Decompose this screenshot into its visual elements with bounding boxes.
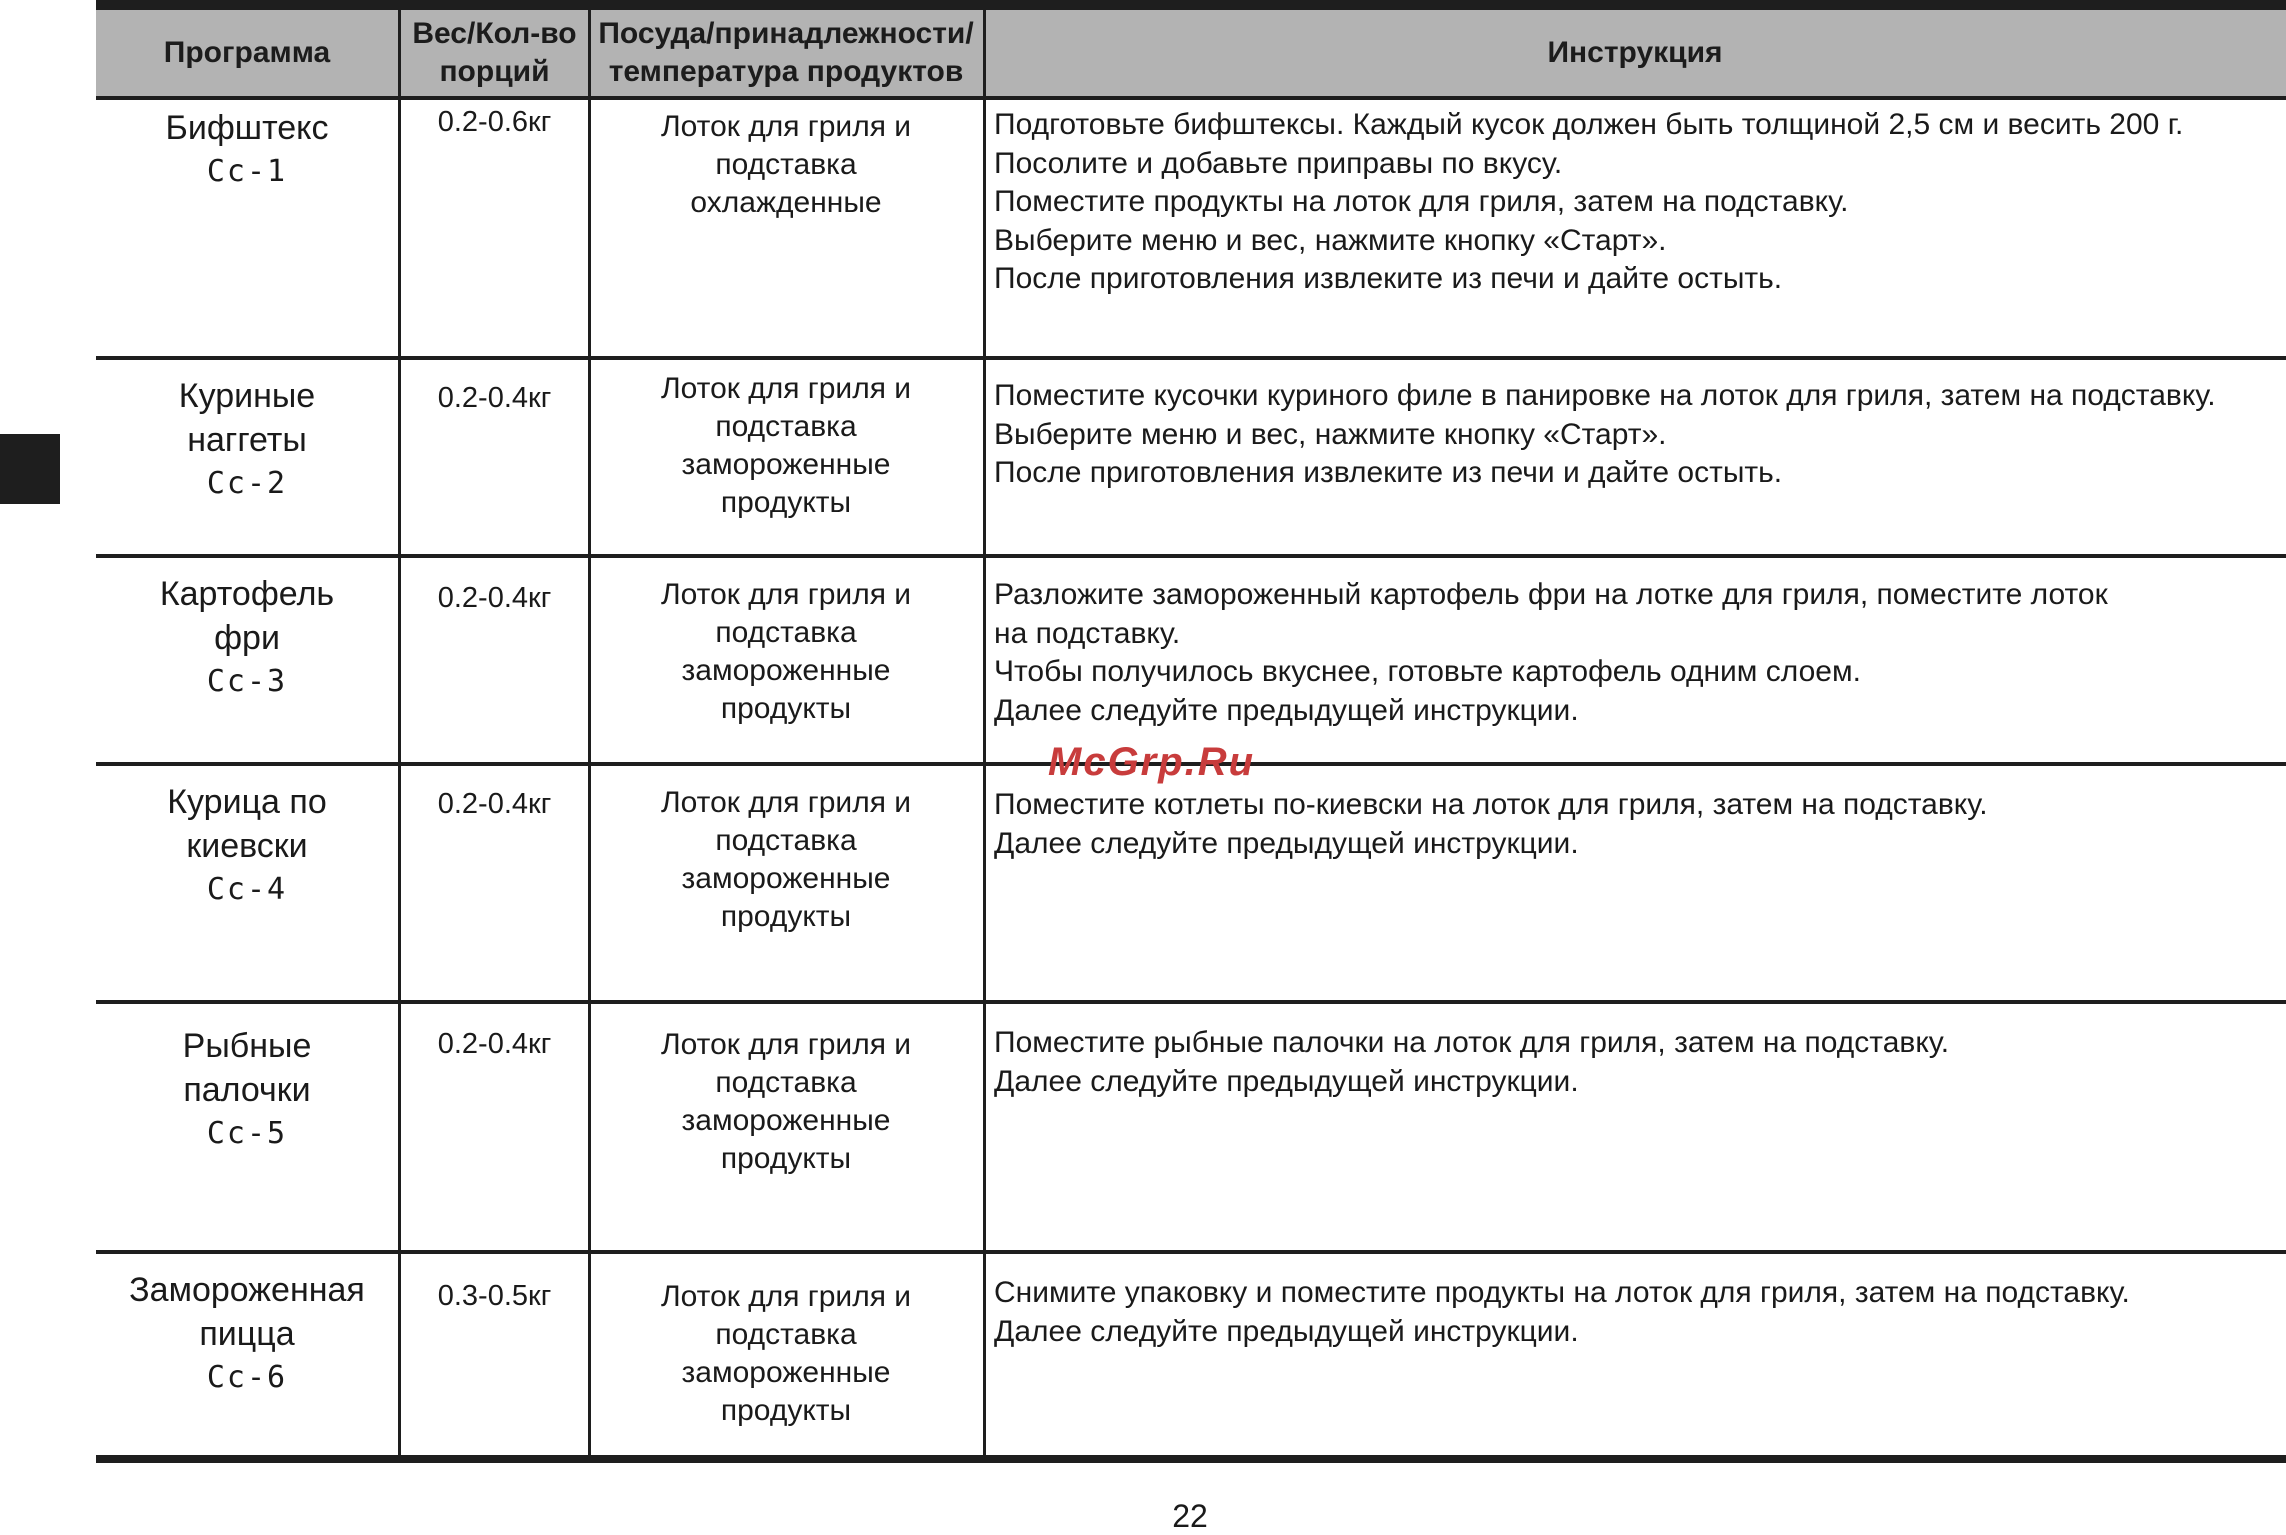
column-divider [588, 10, 591, 1457]
weight-cell: 0.2-0.4кг [437, 382, 552, 414]
dishes-cell: Лоток для гриля и подставка замороженные продукты [660, 1280, 912, 1427]
table-row [96, 360, 2286, 558]
side-tab-marker [0, 434, 60, 504]
header-instruction: Инструкция [1547, 36, 1723, 69]
program-code: Cc-1 [206, 154, 288, 189]
bottom-rule [96, 1455, 2286, 1463]
program-name: Бифштекс [165, 109, 329, 147]
dishes-cell: Лоток для гриля и подставка замороженные продукты [660, 578, 912, 725]
header-dishes: Посуда/принадлежности/ температура продуктов [598, 17, 974, 88]
page-number: 22 [1172, 1498, 1208, 1534]
table-row [96, 558, 2286, 766]
weight-cell: 0.2-0.4кг [437, 788, 552, 820]
program-cell [96, 1024, 398, 1156]
program-cell [96, 106, 398, 194]
table-row [96, 1254, 2286, 1455]
dishes-cell: Лоток для гриля и подставка замороженные продукты [660, 786, 912, 933]
program-code: Cc-6 [206, 1360, 288, 1395]
program-cell [96, 374, 398, 506]
header-weight: Вес/Кол-во порций [412, 17, 577, 88]
program-code: Cc-3 [206, 664, 288, 699]
weight-cell: 0.3-0.5кг [437, 1280, 552, 1312]
weight-cell: 0.2-0.6кг [437, 106, 552, 138]
instruction-cell: Подготовьте бифштексы. Каждый кусок должен быть толщиной 2,5 см и весить 200 г. Посолите и добавьте приправы по вкусу. Поместите продукты на лоток для гриля, затем на подставку. Выберите меню и вес, нажмите кнопку «Старт». После приготовления извлеките из печи и дайте остыть. [994, 108, 2184, 295]
header-program: Программа [163, 36, 331, 69]
column-divider [398, 10, 401, 1457]
dishes-cell: Лоток для гриля и подставка охлажденные [660, 110, 912, 219]
top-rule [96, 0, 2286, 10]
dishes-cell: Лоток для гриля и подставка замороженные продукты [660, 1028, 912, 1175]
program-cell [96, 780, 398, 912]
program-name: Замороженная пицца [129, 1271, 365, 1353]
program-name: Куриные наггеты [178, 377, 316, 459]
instruction-cell: Поместите рыбные палочки на лоток для гриля, затем на подставку. Далее следуйте предыдущей инструкции. [994, 1026, 1950, 1098]
program-code: Cc-4 [206, 872, 288, 907]
column-divider [983, 10, 986, 1457]
program-cell [96, 572, 398, 704]
dishes-cell: Лоток для гриля и подставка замороженные продукты [660, 372, 912, 519]
instruction-cell: Снимите упаковку и поместите продукты на лоток для гриля, затем на подставку. Далее следуйте предыдущей инструкции. [994, 1276, 2130, 1348]
table-header [96, 10, 2286, 100]
program-code: Cc-2 [206, 466, 288, 501]
program-cell [96, 1268, 398, 1400]
program-name: Рыбные палочки [182, 1027, 312, 1109]
table-row [96, 96, 2286, 360]
weight-cell: 0.2-0.4кг [437, 582, 552, 614]
instruction-cell: Поместите котлеты по-киевски на лоток для гриля, затем на подставку. Далее следуйте предыдущей инструкции. [994, 788, 1988, 860]
weight-cell: 0.2-0.4кг [437, 1028, 552, 1060]
program-code: Cc-5 [206, 1116, 288, 1151]
program-name: Картофель фри [159, 575, 335, 657]
instruction-cell: Поместите кусочки куриного филе в панировке на лоток для гриля, затем на подставку. Выберите меню и вес, нажмите кнопку «Старт». После приготовления извлеките из печи и дайте остыть. [994, 379, 2216, 489]
watermark: McGrp.Ru [1048, 740, 1256, 784]
table-row [96, 766, 2286, 1004]
program-name: Курица по киевски [167, 783, 327, 865]
table-row [96, 1004, 2286, 1254]
instruction-cell: Разложите замороженный картофель фри на лотке для гриля, поместите лоток на подставку. Чтобы получилось вкуснее, готовьте картофель одним слоем. Далее следуйте предыдущей инструкции. [994, 578, 2108, 727]
